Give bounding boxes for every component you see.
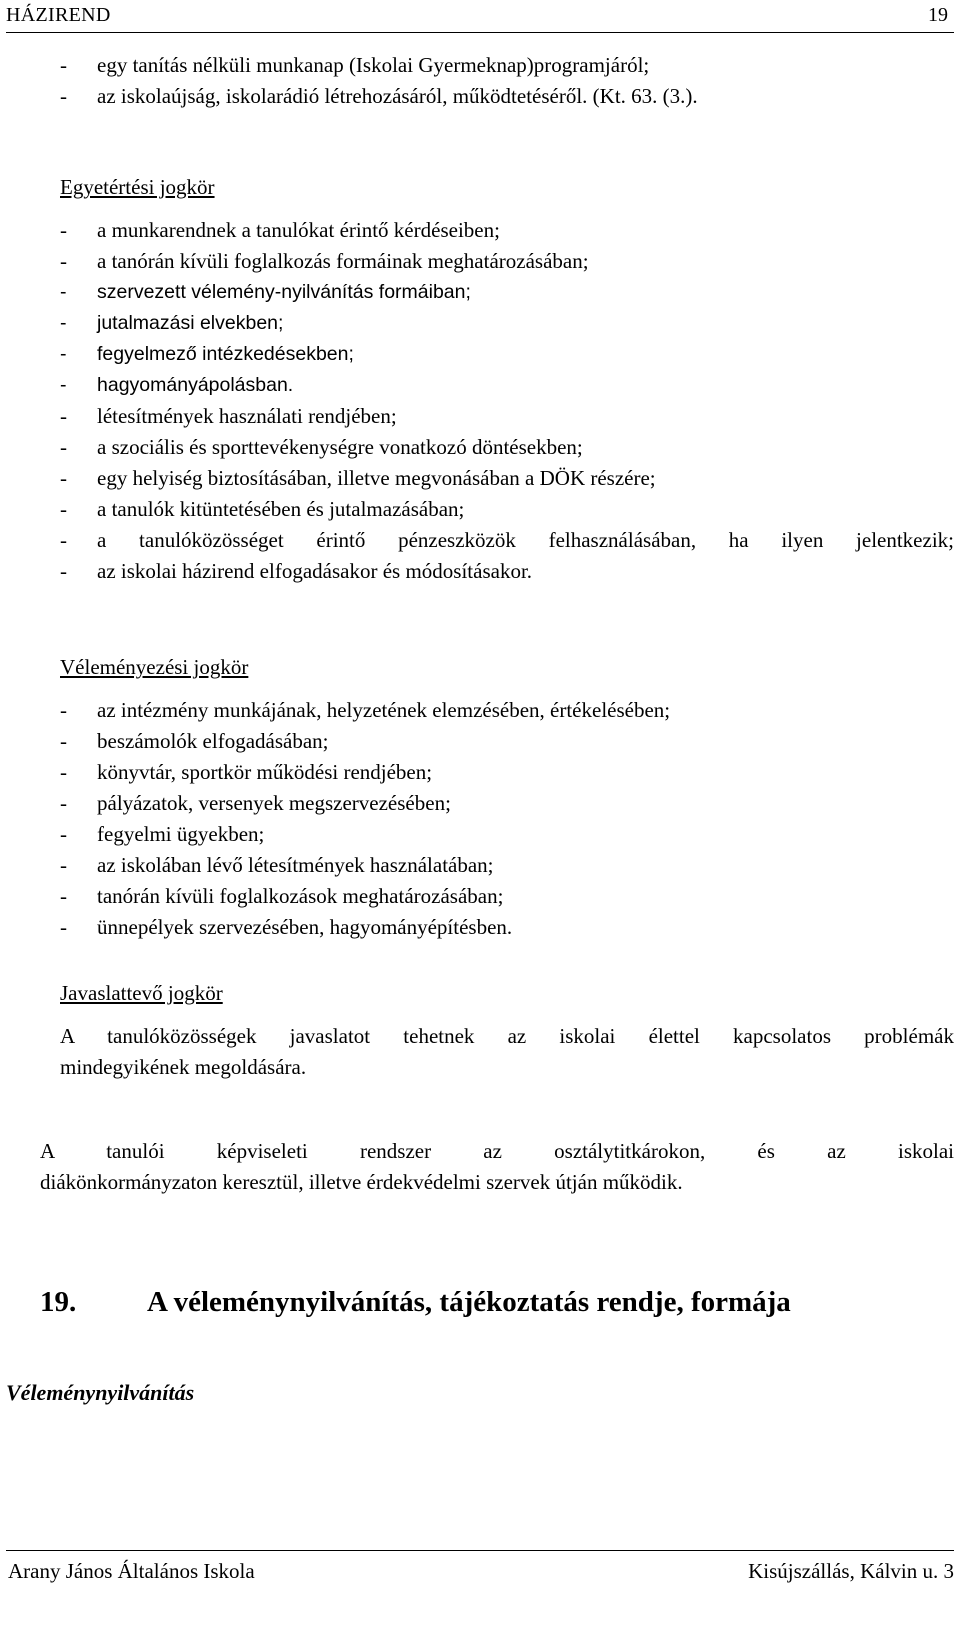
section-heading: Egyetértési jogkör (60, 175, 215, 199)
list-item: - a tanulóközösséget érintő pénzeszközök felhasználásában, ha ilyen jelentkezik; (60, 528, 954, 552)
velemenyezesi-section (60, 652, 954, 943)
list-item: - egy helyiség biztosításában, illetve megvonásában a DÖK részére; (60, 466, 656, 490)
footer-address: Kisújszállás, Kálvin u. 3 (748, 1559, 954, 1583)
list-item: - fegyelmező intézkedésekben; (60, 343, 354, 365)
list-item: - hagyományápolásban. (60, 374, 294, 396)
list-item: - az intézmény munkájának, helyzetének elemzésében, értékelésében; (60, 698, 671, 722)
paragraph-line: mindegyikének megoldására. (60, 1055, 307, 1079)
paragraph-line: A tanulói képviseleti rendszer az osztálytitkárokon, és az iskolai (40, 1139, 954, 1163)
section-heading: Véleményezési jogkör (60, 655, 249, 679)
section-title-text: A véleménynyilvánítás, tájékoztatás rendje, formája (147, 1286, 791, 1318)
subheading: Véleménynyilvánítás (6, 1380, 195, 1405)
list-item: - az iskolában lévő létesítmények használatában; (60, 853, 494, 877)
list-item: - fegyelmi ügyekben; (60, 822, 265, 846)
list-item: - könyvtár, sportkör működési rendjében; (60, 760, 433, 784)
list-item: - létesítmények használati rendjében; (60, 404, 397, 428)
list-item: - tanórán kívüli foglalkozások meghatározásában; (60, 884, 504, 908)
list-item: - beszámolók elfogadásában; (60, 729, 329, 753)
section-title (40, 1286, 791, 1319)
list-item: - ünnepélyek szervezésében, hagyományépítésben. (60, 915, 513, 939)
list-item: - pályázatok, versenyek megszervezésében; (60, 791, 451, 815)
list-item: - az iskolaújság, iskolarádió létrehozásáról, működtetéséről. (Kt. 63. (3.). (60, 84, 698, 108)
list-item: - a munkarendnek a tanulókat érintő kérdéseiben; (60, 218, 500, 242)
egyetertesi-section (60, 172, 954, 587)
list-item: - a szociális és sporttevékenységre vonatkozó döntésekben; (60, 435, 583, 459)
list-item: - jutalmazási elvekben; (60, 312, 284, 334)
list-item: - a tanórán kívüli foglalkozás formáinak meghatározásában; (60, 249, 589, 273)
paragraph-line: diákönkormányzaton keresztül, illetve érdekvédelmi szervek útján működik. (40, 1170, 683, 1194)
list-item: - a tanulók kitüntetésében és jutalmazásában; (60, 497, 465, 521)
list-item: - az iskolai házirend elfogadásakor és módosításakor. (60, 559, 533, 583)
list-item: - szervezett vélemény-nyilvánítás formáiban; (60, 281, 471, 303)
page-footer (6, 1550, 954, 1591)
page-number: 19 (928, 4, 948, 26)
section-heading: Javaslattevő jogkör (60, 981, 223, 1005)
page-header (6, 2, 954, 33)
header-title: HÁZIREND (6, 4, 111, 26)
list-item: - egy tanítás nélküli munkanap (Iskolai Gyermeknap)programjáról; (60, 53, 650, 77)
representation-paragraph (40, 1136, 954, 1198)
section-number: 19. (40, 1286, 77, 1318)
javaslattevo-section (60, 978, 954, 1083)
paragraph-line: A tanulóközösségek javaslatot tehetnek az iskolai élettel kapcsolatos problémák (60, 1024, 954, 1048)
intro-list (60, 50, 954, 112)
footer-school: Arany János Általános Iskola (8, 1559, 255, 1583)
